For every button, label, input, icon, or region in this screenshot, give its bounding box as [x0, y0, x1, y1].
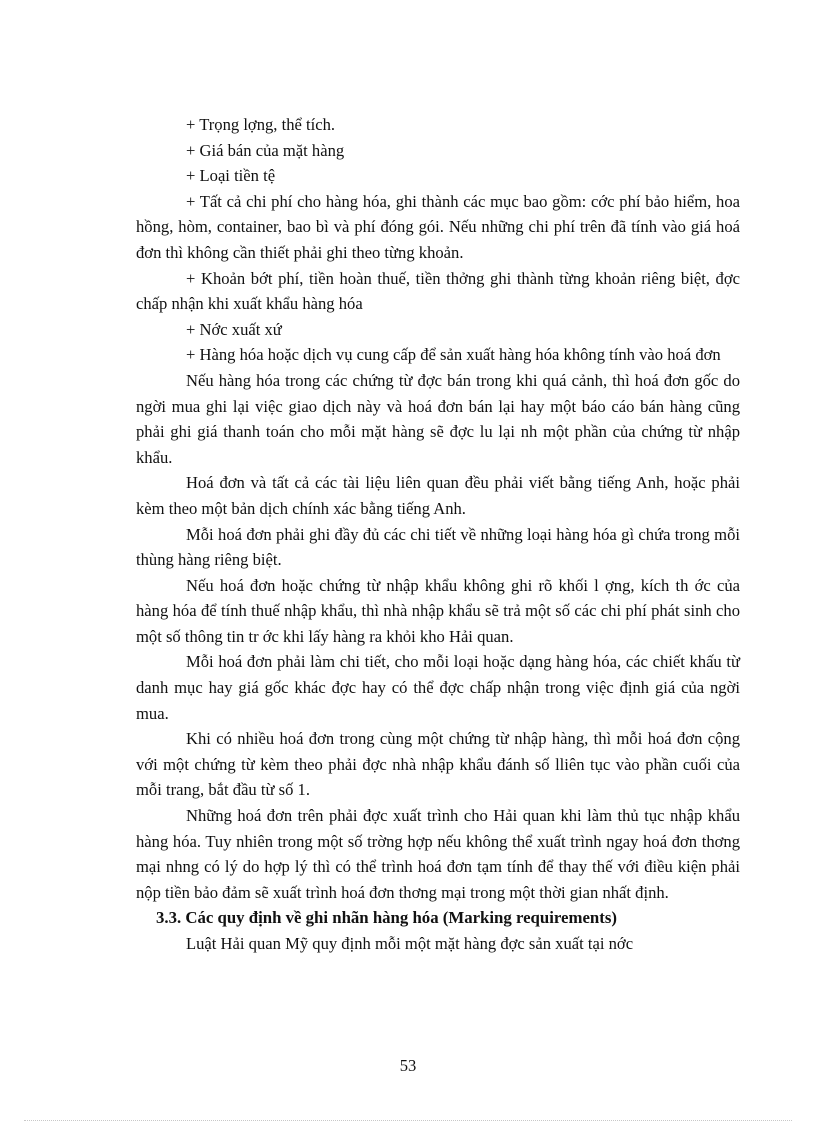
- footer-divider: [24, 1120, 792, 1121]
- paragraph-package-details: Mỗi hoá đơn phải ghi đầy đủ các chi tiết về những loại hàng hóa gì chứa trong mỗi thùng hàng riêng biệt.: [136, 524, 740, 570]
- bullet-rebates: + Khoản bớt phí, tiền hoàn thuế, tiền thởng ghi thành từng khoản riêng biệt, đợc chấp nhận khi xuất khẩu hàng hóa: [136, 268, 740, 314]
- paragraph-discounts: Mỗi hoá đơn phải làm chi tiết, cho mỗi loại hoặc dạng hàng hóa, các chiết khấu từ danh mục hay giá gốc khác đợc hay có thể đợc chấp nhận trong việc định giá của ngời mua.: [136, 652, 740, 723]
- bullet-all-costs: + Tất cả chi phí cho hàng hóa, ghi thành các mục bao gồm: cớc phí bảo hiểm, hoa hồng, hòm, container, bao bì và phí đóng gói. Nếu những chi phí trên đã tính vào giá hoá đơn thì không cần thiết phải ghi theo từng khoản.: [136, 191, 740, 262]
- bullet-selling-price: + Giá bán của mặt hàng: [186, 140, 345, 160]
- paragraph-missing-quantity: Nếu hoá đơn hoặc chứng từ nhập khẩu không ghi rõ khối l ợng, kích th ớc của hàng hóa để tính thuế nhập khẩu, thì nhà nhập khẩu sẽ trả một số các chi phí phát sinh cho một số thông tin tr ớc khi lấy hàng ra khỏi kho Hải quan.: [136, 575, 740, 646]
- bullet-weight-volume: + Trọng lợng, thể tích.: [186, 115, 336, 134]
- bullet-currency: + Loại tiền tệ: [186, 166, 276, 186]
- page-number: 53: [399, 1056, 417, 1075]
- paragraph-english-language: Hoá đơn và tất cả các tài liệu liên quan đều phải viết bằng tiếng Anh, hoặc phải kèm theo một bản dịch chính xác bằng tiếng Anh.: [136, 473, 740, 518]
- paragraph-presentation: Những hoá đơn trên phải đợc xuất trình cho Hải quan khi làm thủ tục nhập khẩu hàng hóa. Tuy nhiên trong một số trờng hợp nếu không thể xuất trình ngay hoá đơn thơng mại nhng có lý do hợp lý thì có thể trình hoá đơn tạm tính để thay thế với điều kiện phải nộp tiền bảo đảm sẽ xuất trình hoá đơn thơng mại trong một thời gian nhất định.: [136, 806, 740, 902]
- paragraph-multiple-invoices: Khi có nhiều hoá đơn trong cùng một chứng từ nhập hàng, thì mỗi hoá đơn cộng với một chứng từ kèm theo phải đợc nhà nhập khẩu đánh số lliên tục vào phần cuối của mỗi trang, bắt đầu từ số 1.: [136, 729, 740, 800]
- page-body: [136, 112, 740, 957]
- paragraph-marking-law: Luật Hải quan Mỹ quy định mỗi một mặt hàng đợc sản xuất tại nớc: [186, 934, 634, 953]
- bullet-country-of-origin: + Nớc xuất xứ: [186, 319, 282, 339]
- bullet-goods-services: + Hàng hóa hoặc dịch vụ cung cấp để sản xuất hàng hóa không tính vào hoá đơn: [186, 345, 721, 365]
- paragraph-transit-sale: Nếu hàng hóa trong các chứng từ đợc bán trong khi quá cảnh, thì hoá đơn gốc do ngời mua ghi lại việc giao dịch này và hoá đơn bán lại hay một báo cáo bán hàng cũng phải ghi giá thanh toán cho mỗi mặt hàng sẽ đợc lu lại nh một phần của chứng từ nhập khẩu.: [136, 370, 740, 467]
- section-heading: 3.3. Các quy định về ghi nhãn hàng hóa (Marking requirements): [156, 908, 617, 928]
